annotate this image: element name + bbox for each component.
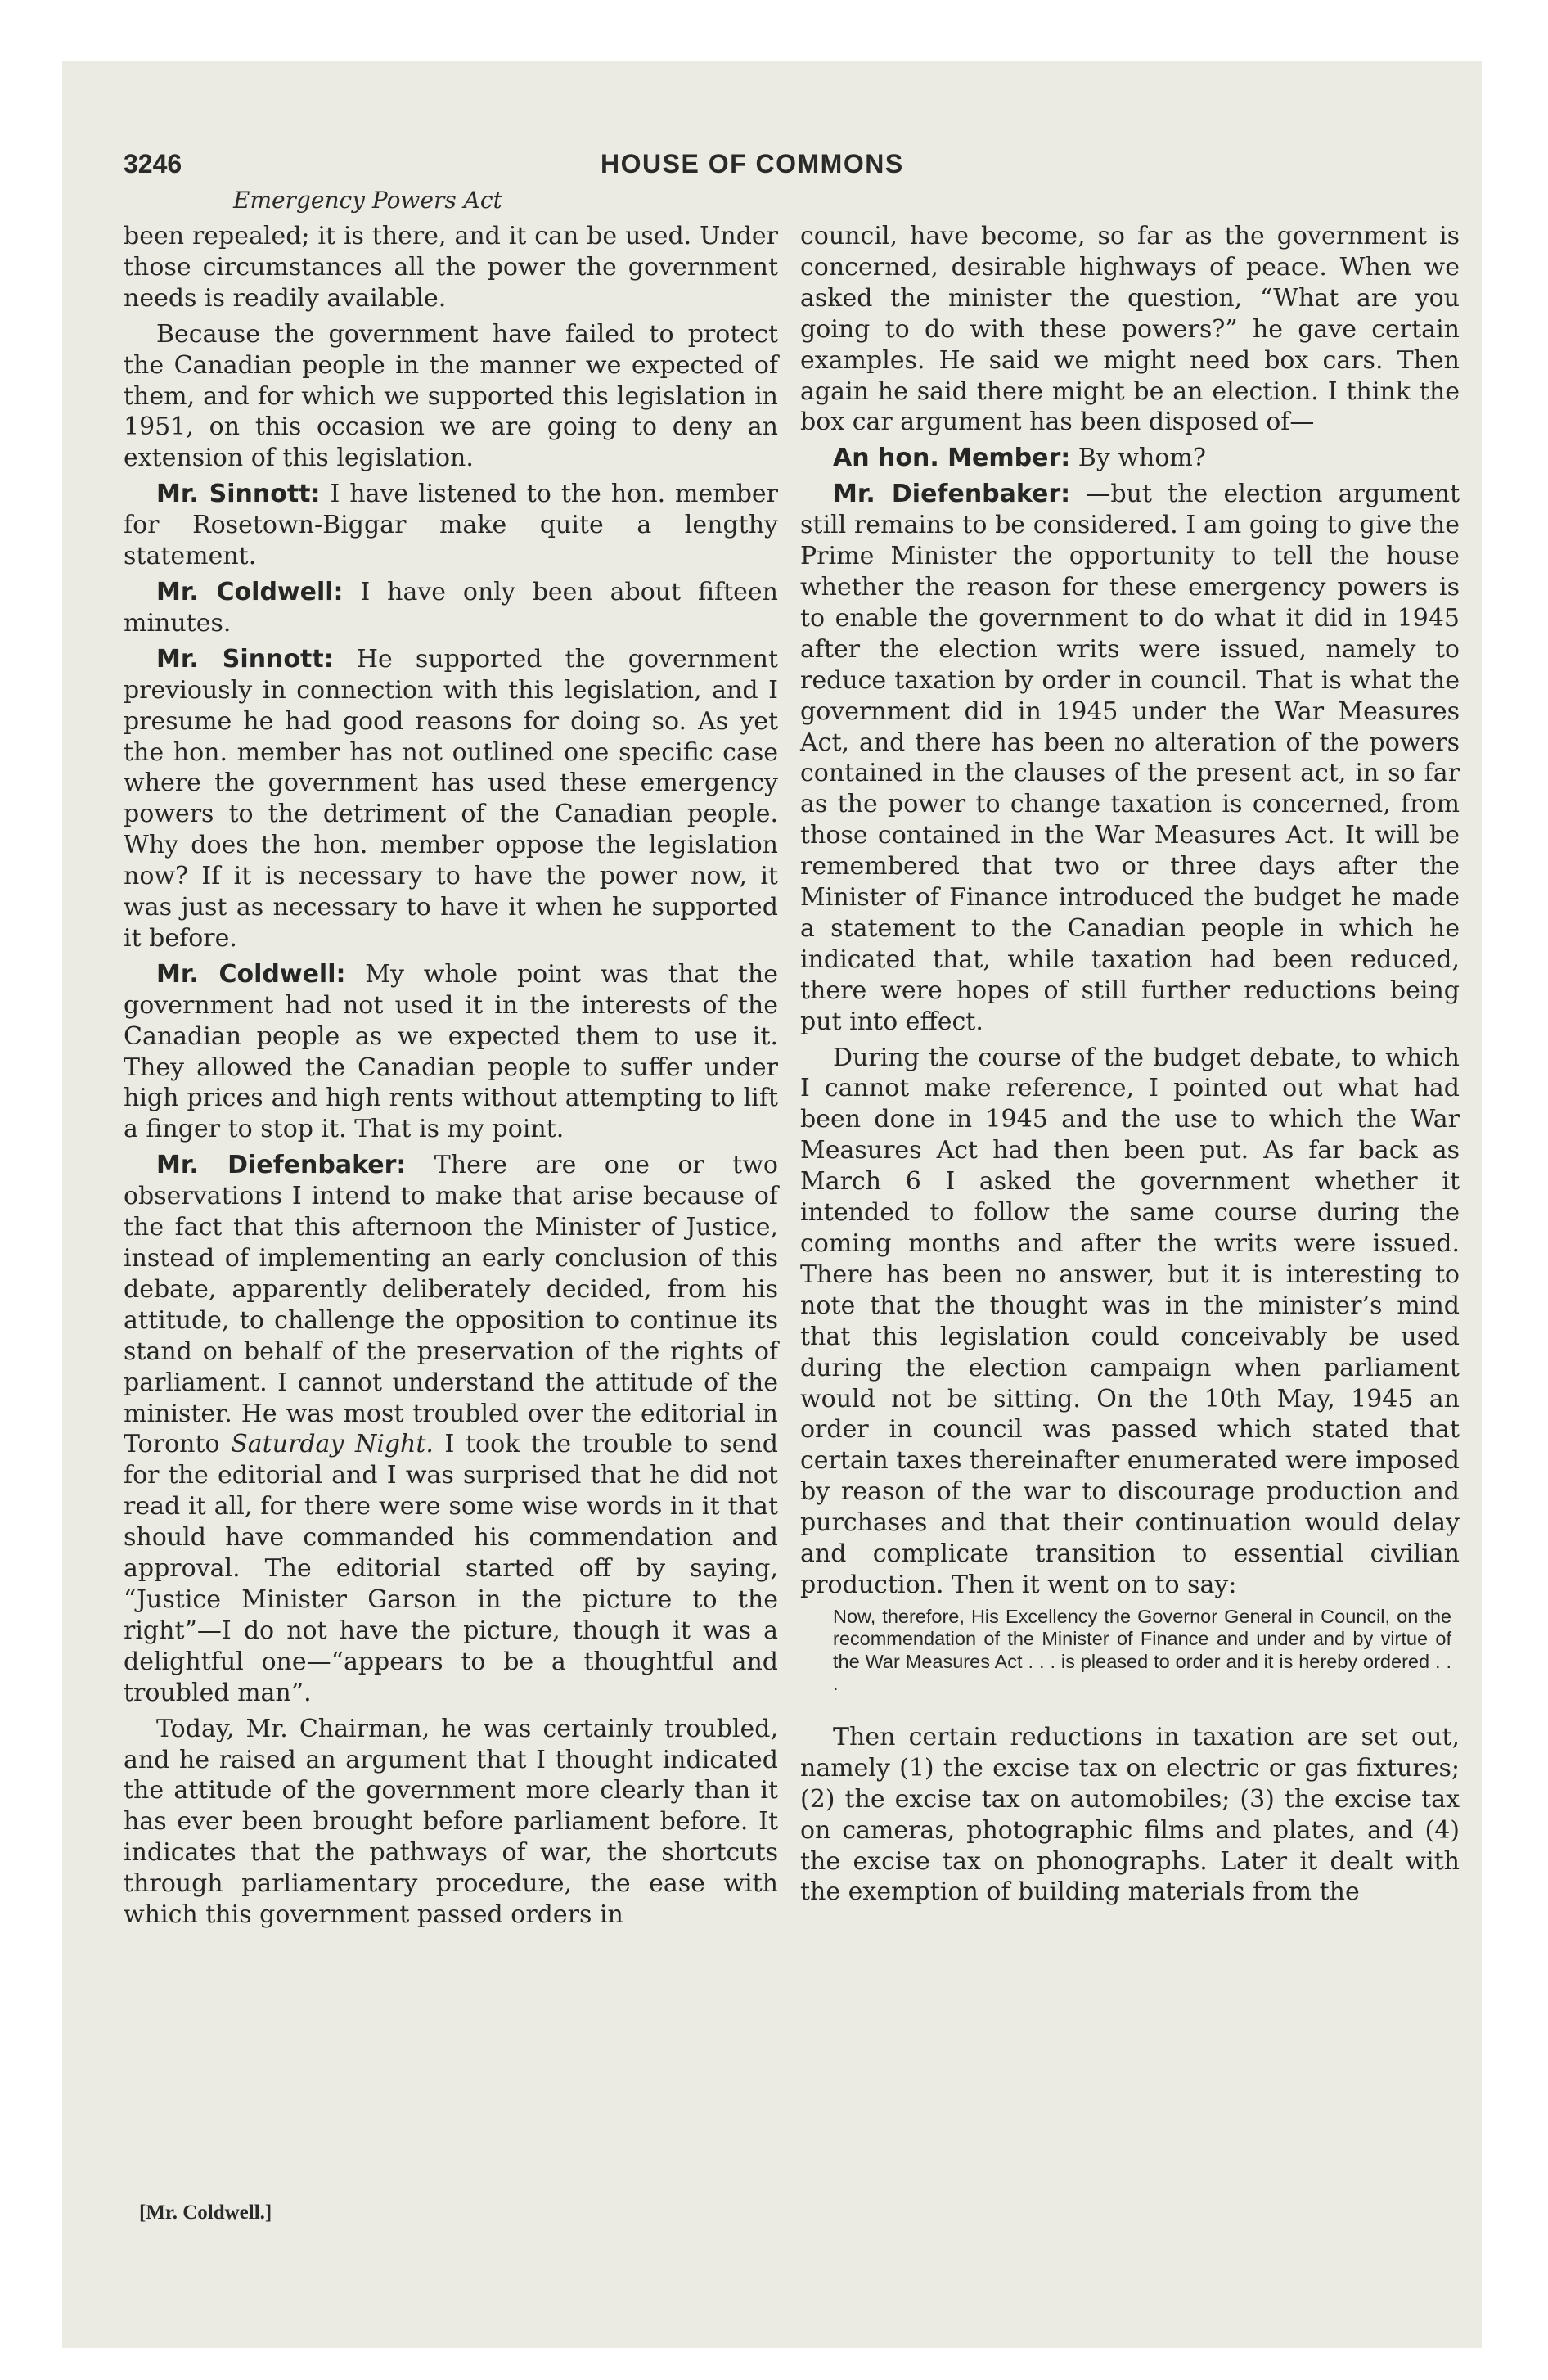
speech-text: I took the trouble to send for the editorial and I was surprised that he did not read it all, for there were some wise words in it that should have commanded his commendation and approval. The editorial started off by saying, “Justice Minister Garson in the picture to the right”—I do not have the picture, though it was a delightful one—“appears to be a thoughtful and troubled man”. [124, 1430, 778, 1707]
block-quote: Now, therefore, His Excellency the Governor General in Council, on the recommendation of the Minister of Finance and under and by virtue of the War Measures Act . . . is pleased to order and it is hereby ordered . . . [833, 1605, 1451, 1695]
paragraph: Then certain reductions in taxation are set out, namely (1) the excise tax on electric or gas fixtures; (2) the excise tax on automobiles; (3) the excise tax on cameras, photographic films and plates, and (4) the excise tax on phonographs. Later it dealt with the exemption of building materials from the [800, 1722, 1460, 1907]
paragraph: During the course of the budget debate, to which I cannot make reference, I pointed out what had been done in 1945 and the use to which the War Measures Act had then been put. As far back as March 6 I asked the government whether it intended to follow the same course during the coming months and after the writs were issued. There has been no answer, but it is interesting to note that the thought was in the minister’s mind that this legislation could conceivably be used during the election campaign when parliament would not be sitting. On the 10th May, 1945 an order in council was passed which stated that certain taxes thereinafter enumerated were imposed by reason of the war to discourage production and purchases and that their continuation would delay and complicate transition to essential civilian production. Then it went on to say: [800, 1043, 1460, 1599]
speaker-name: Mr. Diefenbaker: [833, 480, 1071, 509]
speech [124, 959, 778, 1145]
speech [124, 577, 778, 639]
speech-text: I have only been about fifteen minutes. [124, 577, 778, 638]
speech [124, 1150, 778, 1708]
speech [800, 443, 1460, 474]
footer-note: [Mr. Coldwell.] [139, 2202, 272, 2224]
speaker-name: Mr. Diefenbaker: [156, 1151, 407, 1180]
speech-text: He supported the government previously in connection with this legislation, and I presume he had good reasons for doing so. As yet the hon. member has not outlined one specific case where the government has used these emergency powers to the detriment of the Canadian people. Why does the hon. member oppose the legislation now? If it is necessary to have the power now, it was just as necessary to have it when he supported it before. [124, 644, 778, 953]
speaker-name: Mr. Sinnott: [156, 480, 321, 509]
left-column [124, 221, 778, 1936]
speaker-name: Mr. Coldwell: [156, 959, 346, 989]
page-title: HOUSE OF COMMONS [601, 149, 904, 178]
page-header [124, 149, 1457, 187]
page-number: 3246 [124, 149, 182, 178]
publication-title: Saturday Night. [231, 1430, 434, 1459]
speech-text: —but the election argument still remains to be considered. I am going to give the Prime Minister the opportunity to tell the house whether the reason for these emergency powers is to enable the government to do what it did in 1945 after the election writs were issued, namely to reduce taxation by order in council. That is what the government did in 1945 under the War Measures Act, and there has been no alteration of the powers contained in the clauses of the present act, in so far as the power to change taxation is concerned, from those contained in the War Measures Act. It will be remembered that two or three days after the Minister of Finance introduced the budget he made a statement to the Canadian people in which he indicated that, while taxation had been reduced, there were hopes of still further reductions being put into effect. [800, 480, 1460, 1036]
speech [124, 479, 778, 572]
right-column [800, 221, 1460, 1913]
paragraph: council, have become, so far as the government is concerned, desirable highways of peace. When we asked the minister the question, “What are you going to do with these powers?” he gave certain examples. He said we might need box cars. Then again he said there might be an election. I think the box car argument has been disposed of— [800, 222, 1460, 437]
running-head: Emergency Powers Act [233, 187, 502, 214]
speech-text: There are one or two observations I intend to make that arise because of the fact that this afternoon the Minister of Justice, instead of implementing an early conclusion of this debate, apparently deliberately decided, from his attitude, to challenge the opposition to continue its stand on behalf of the preservation of the rights of parliament. I cannot understand the attitude of the minister. He was most troubled over the editorial in Toronto [124, 1151, 778, 1459]
speech-text: My whole point was that the government had not used it in the interests of the Canadian people as we expected them to use it. They allowed the Canadian people to suffer under high prices and high rents without attempting to lift a finger to stop it. That is my point. [124, 959, 778, 1144]
speech [800, 479, 1460, 1037]
speech-text: I have listened to the hon. member for Rosetown-Biggar make quite a lengthy statement. [124, 480, 778, 571]
paragraph: been repealed; it is there, and it can be used. Under those circumstances all the power the government needs is readily available. [124, 222, 778, 313]
speaker-name: Mr. Sinnott: [156, 644, 334, 674]
speaker-name: An hon. Member: [833, 444, 1071, 473]
speech-text: By whom? [1070, 444, 1206, 473]
paragraph: Because the government have failed to protect the Canadian people in the manner we expected of them, and for which we supported this legislation in 1951, on this occasion we are going to deny an extension of this legislation. [124, 319, 778, 473]
speech [124, 644, 778, 954]
speaker-name: Mr. Coldwell: [156, 577, 344, 606]
paragraph: Today, Mr. Chairman, he was certainly troubled, and he raised an argument that I thought indicated the attitude of the government more clearly than it has ever been brought before parliament before. It indicates that the pathways of war, the shortcuts through parliamentary procedure, the ease with which this government passed orders in [124, 1714, 778, 1930]
